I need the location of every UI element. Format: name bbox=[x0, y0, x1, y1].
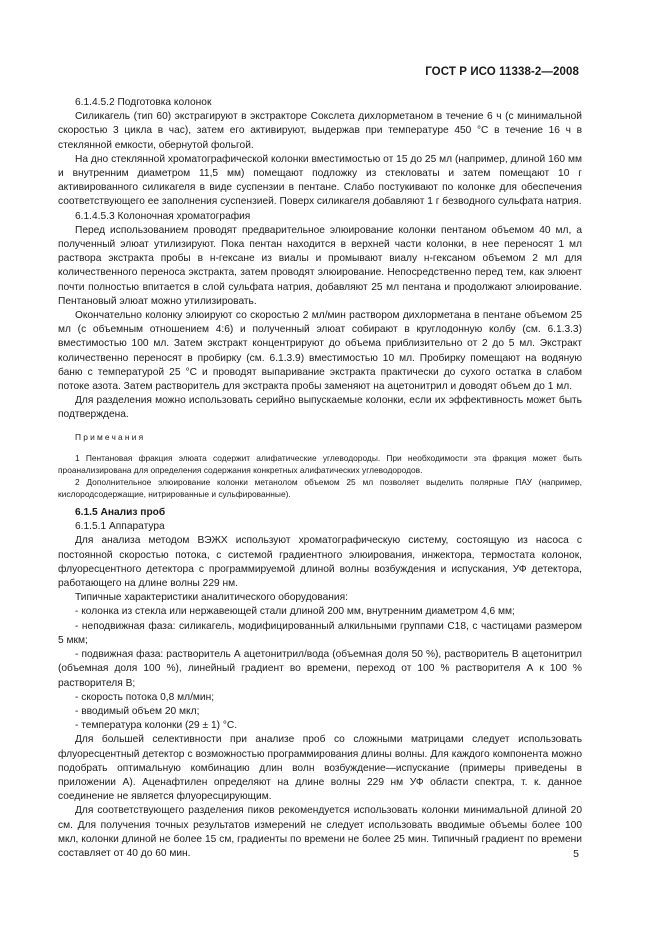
page-number: 5 bbox=[573, 848, 579, 860]
subsection-heading: 6.1.4.5.3 Колоночная хроматография bbox=[75, 210, 251, 222]
notes-heading: Примечания bbox=[75, 431, 146, 442]
document-id-header: ГОСТ Р ИСО 11338-2—2008 bbox=[425, 66, 579, 78]
paragraph: - неподвижная фаза: силикагель, модифицированный алкильными группами С18, с частицами размером 5 мкм; bbox=[58, 620, 582, 646]
paragraph: Типичные характеристики аналитического оборудования: bbox=[75, 592, 348, 604]
paragraph: На дно стеклянной хроматографической колонки вместимостью от 15 до 25 мл (например, длиной 160 мм и внутренним диаметром 11,5 мм) помещают подложку из стекловаты и затем помещают 10 г активированного силикагеля в виде суспензии в пентане. Слабо постукивают по колонке для обеспечения соответствующего ее заполнения суспензией. Поверх силикагеля добавляют 1 г безводного сульфата натрия. bbox=[58, 153, 582, 208]
list-item: - температура колонки (29 ± 1) °С. bbox=[75, 720, 238, 732]
subsection-heading: 6.1.4.5.2 Подготовка колонок bbox=[75, 97, 212, 108]
note-paragraph: 1 Пентановая фракция элюата содержит алифатические углеводороды. При необходимости эта фракция может быть проанализирована для определения содержания конкретных алифатических углеводородов. bbox=[58, 453, 582, 476]
subsection-heading: 6.1.5.1 Аппаратура bbox=[75, 521, 165, 533]
paragraph: Перед использованием проводят предварительное элюирование колонки пентаном объемом 40 мл, а полученный элюат утилизируют. Пока пентан находится в верхней части колонки, в нее переносят 1 мл раствора экстракта пробы в н-гексане из виалы и промывают виалу н-гексаном объемом 2 мл для количественного переноса экстракта, затем проводят элюирование. Непосредственно перед тем, как элюент почти полностью впитается в слой сульфата натрия, добавляют 25 мл пентана и продолжают элюирование. Пентановый элюат можно утилизировать. bbox=[58, 224, 582, 307]
paragraph: Силикагель (тип 60) экстрагируют в экстракторе Сокслета дихлорметаном в течение 6 ч (с минимальной скоростью 3 цикла в час), затем его активируют, выдержав при температуре 450 °С в течение 16 ч в стеклянной емкости, обернутой фольгой. bbox=[58, 111, 582, 151]
list-item: - вводимый объем 20 мкл; bbox=[75, 705, 200, 717]
list-item: - скорость потока 0,8 мл/мин; bbox=[75, 691, 215, 703]
section-heading: 6.1.5 Анализ проб bbox=[75, 507, 166, 519]
paragraph: Для анализа методом ВЭЖХ используют хроматографическую систему, состоящую из насоса с постоянной скоростью потока, с системой градиентного элюирования, инжектора, термостата колонок, флуоресцентного детектора с программируемой длиной волны возбуждения и испускания, УФ детектора, работающего на длине волны 229 нм. bbox=[58, 535, 582, 590]
list-item: - колонка из стекла или нержавеющей стали длиной 200 мм, внутренним диаметром 4,6 мм; bbox=[75, 606, 515, 618]
note-paragraph: 2 Дополнительное элюирование колонки метанолом объемом 25 мл позволяет выделить полярные ПАУ (например, кислородсодержащие, нитрированные и сульфированные). bbox=[58, 477, 582, 500]
document-body bbox=[58, 96, 582, 861]
paragraph: Для соответствующего разделения пиков рекомендуется использовать колонки минимальной длиной 20 см. Для получения точных результатов измерений не следует использовать вводимые объемы более 100 мкл, колонки длиной не более 15 см, градиенты по времени не более 25 мин. Типичный градиент по времени составляет от 40 до 60 мин. bbox=[58, 805, 582, 859]
paragraph: Для разделения можно использовать серийно выпускаемые колонки, если их эффективность может быть подтверждена. bbox=[58, 395, 582, 421]
paragraph: - подвижная фаза: растворитель А ацетонитрил/вода (объемная доля 50 %), растворитель В ацетонитрил (объемная доля 100 %), линейный градиент во времени, переход от 100 % растворителя А к 100 % растворителя В; bbox=[58, 649, 582, 689]
paragraph: Окончательно колонку элюируют со скоростью 2 мл/мин раствором дихлорметана в пентане объемом 25 мл (с объемным отношением 4:6) и полученный элюат собирают в круглодонную колбу (см. 6.1.3.3) вместимостью 100 мл. Затем экстракт концентрируют до объема приблизительно от 2 до 5 мл. Экстракт количественно переносят в пробирку (см. 6.1.3.9) вместимостью 10 мл. Пробирку помещают на водяную баню с температурой 25 °С и проводят выпаривание экстракта практически до сухого остатка в слабом потоке азота. Затем растворитель для экстракта пробы заменяют на ацетонитрил и доводят объем до 1 мл. bbox=[58, 310, 582, 393]
paragraph: Для большей селективности при анализе проб со сложными матрицами следует использовать флуоресцентный детектор с возможностью программирования длины волны. Для каждого компонента можно подобрать оптимальную комбинацию длин волн возбуждение—испускание (примеры приведены в приложении А). Аценафтилен определяют на длине волны 229 нм УФ области спектра, т. к. данное соединение не является флуоресцирующим. bbox=[58, 734, 582, 803]
